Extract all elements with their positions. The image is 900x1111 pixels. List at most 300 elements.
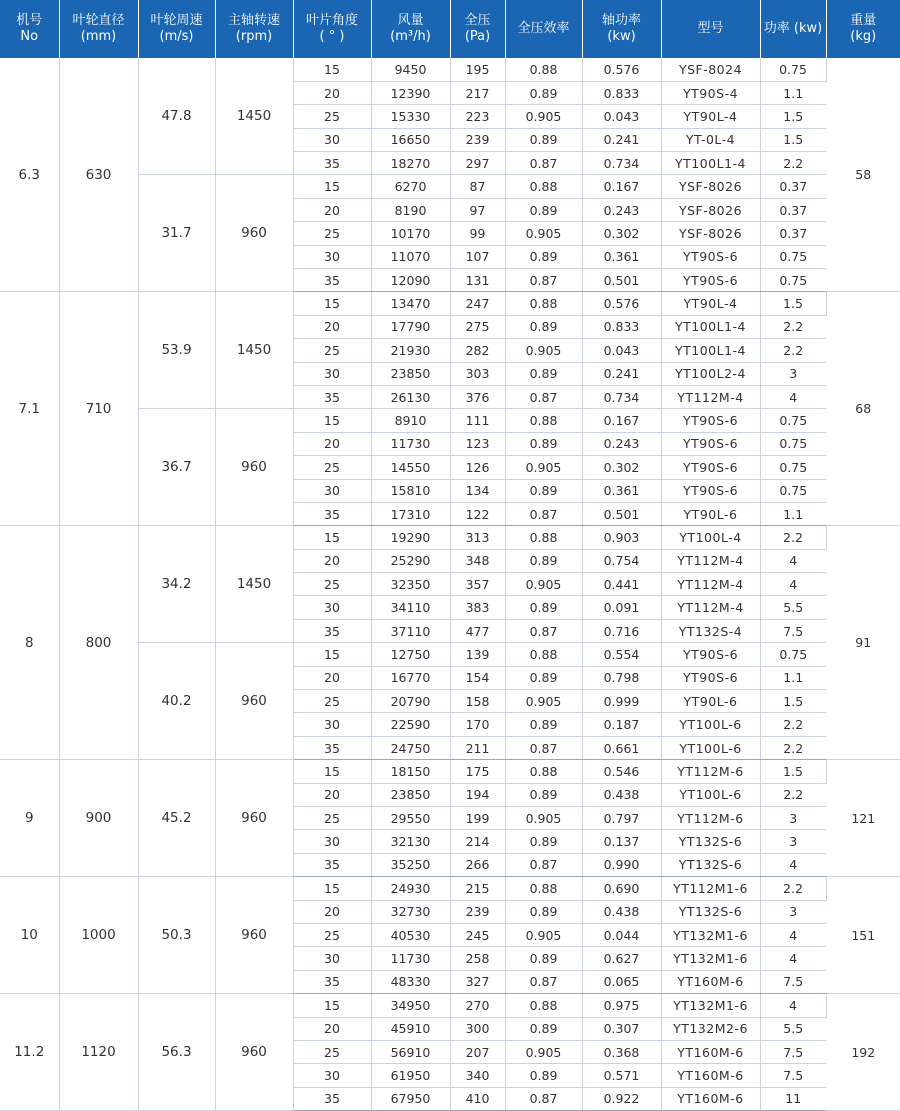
motor-power-cell: 0.75 <box>760 456 826 479</box>
shaft-power-cell: 0.903 <box>582 526 661 549</box>
blade-angle-cell: 35 <box>293 152 371 175</box>
efficiency-cell: 0.905 <box>505 339 582 362</box>
shaft-power-cell: 0.990 <box>582 853 661 876</box>
weight-cell: 151 <box>826 877 900 994</box>
diameter-cell: 710 <box>59 292 138 526</box>
motor-power-cell: 4 <box>760 573 826 596</box>
motor-power-cell: 4 <box>760 853 826 876</box>
shaft-power-cell: 0.187 <box>582 713 661 736</box>
motor-power-cell: 0.75 <box>760 432 826 455</box>
shaft-power-cell: 0.091 <box>582 596 661 619</box>
airflow-cell: 19290 <box>371 526 450 549</box>
efficiency-cell: 0.89 <box>505 830 582 853</box>
tip-speed-cell: 53.9 <box>138 292 215 409</box>
pressure-cell: 131 <box>450 269 505 292</box>
col-header-weight: 重量 (kg) <box>826 0 900 58</box>
airflow-cell: 16650 <box>371 128 450 151</box>
pressure-cell: 158 <box>450 690 505 713</box>
airflow-cell: 34110 <box>371 596 450 619</box>
motor-power-cell: 7.5 <box>760 619 826 642</box>
motor-power-cell: 1.1 <box>760 502 826 525</box>
motor-model-cell: YT90S-6 <box>661 666 760 689</box>
motor-model-cell: YT160M-6 <box>661 1040 760 1063</box>
efficiency-cell: 0.87 <box>505 853 582 876</box>
blade-angle-cell: 30 <box>293 479 371 502</box>
motor-model-cell: YT112M-4 <box>661 596 760 619</box>
efficiency-cell: 0.89 <box>505 479 582 502</box>
airflow-cell: 23850 <box>371 783 450 806</box>
airflow-cell: 8910 <box>371 409 450 432</box>
motor-model-cell: YT100L1-4 <box>661 315 760 338</box>
shaft-power-cell: 0.661 <box>582 736 661 759</box>
airflow-cell: 9450 <box>371 58 450 81</box>
blade-angle-cell: 35 <box>293 619 371 642</box>
blade-angle-cell: 35 <box>293 853 371 876</box>
pressure-cell: 357 <box>450 573 505 596</box>
weight-cell: 192 <box>826 994 900 1111</box>
col-header-rpm: 主轴转速 (rpm) <box>215 0 293 58</box>
pressure-cell: 239 <box>450 128 505 151</box>
pressure-cell: 194 <box>450 783 505 806</box>
col-header-blade-angle: 叶片角度 ( ° ) <box>293 0 371 58</box>
motor-model-cell: YT-0L-4 <box>661 128 760 151</box>
motor-power-cell: 4 <box>760 994 826 1017</box>
pressure-cell: 297 <box>450 152 505 175</box>
diameter-cell: 800 <box>59 526 138 760</box>
motor-model-cell: YSF-8026 <box>661 222 760 245</box>
motor-power-cell: 1.5 <box>760 128 826 151</box>
motor-power-cell: 0.37 <box>760 222 826 245</box>
blade-angle-cell: 20 <box>293 783 371 806</box>
motor-power-cell: 2.2 <box>760 339 826 362</box>
pressure-cell: 87 <box>450 175 505 198</box>
efficiency-cell: 0.89 <box>505 549 582 572</box>
shaft-power-cell: 0.734 <box>582 152 661 175</box>
motor-model-cell: YT100L1-4 <box>661 152 760 175</box>
efficiency-cell: 0.89 <box>505 947 582 970</box>
rpm-cell: 960 <box>215 175 293 292</box>
motor-model-cell: YT160M-6 <box>661 1064 760 1087</box>
col-header-pressure: 全压 (Pa) <box>450 0 505 58</box>
blade-angle-cell: 15 <box>293 292 371 315</box>
motor-power-cell: 0.75 <box>760 409 826 432</box>
pressure-cell: 258 <box>450 947 505 970</box>
motor-power-cell: 7.5 <box>760 1064 826 1087</box>
tip-speed-cell: 31.7 <box>138 175 215 292</box>
efficiency-cell: 0.87 <box>505 502 582 525</box>
shaft-power-cell: 0.833 <box>582 315 661 338</box>
efficiency-cell: 0.89 <box>505 1017 582 1040</box>
blade-angle-cell: 30 <box>293 362 371 385</box>
col-header-efficiency: 全压效率 <box>505 0 582 58</box>
tip-speed-cell: 50.3 <box>138 877 215 994</box>
shaft-power-cell: 0.501 <box>582 269 661 292</box>
motor-power-cell: 1.5 <box>760 690 826 713</box>
motor-power-cell: 3 <box>760 900 826 923</box>
efficiency-cell: 0.88 <box>505 58 582 81</box>
blade-angle-cell: 20 <box>293 81 371 104</box>
motor-power-cell: 1.5 <box>760 760 826 783</box>
airflow-cell: 18150 <box>371 760 450 783</box>
motor-power-cell: 4 <box>760 549 826 572</box>
efficiency-cell: 0.88 <box>505 643 582 666</box>
motor-model-cell: YT100L2-4 <box>661 362 760 385</box>
shaft-power-cell: 0.167 <box>582 409 661 432</box>
airflow-cell: 10170 <box>371 222 450 245</box>
shaft-power-cell: 0.546 <box>582 760 661 783</box>
pressure-cell: 122 <box>450 502 505 525</box>
blade-angle-cell: 25 <box>293 807 371 830</box>
rpm-cell: 960 <box>215 643 293 760</box>
blade-angle-cell: 25 <box>293 456 371 479</box>
blade-angle-cell: 25 <box>293 923 371 946</box>
motor-model-cell: YT90L-6 <box>661 502 760 525</box>
col-header-no: 机号 No <box>0 0 59 58</box>
motor-power-cell: 0.75 <box>760 58 826 81</box>
weight-cell: 58 <box>826 58 900 292</box>
motor-power-cell: 0.75 <box>760 643 826 666</box>
col-header-diameter: 叶轮直径 (mm) <box>59 0 138 58</box>
efficiency-cell: 0.88 <box>505 409 582 432</box>
shaft-power-cell: 0.438 <box>582 900 661 923</box>
efficiency-cell: 0.905 <box>505 807 582 830</box>
airflow-cell: 56910 <box>371 1040 450 1063</box>
pressure-cell: 99 <box>450 222 505 245</box>
motor-power-cell: 1.5 <box>760 292 826 315</box>
airflow-cell: 11730 <box>371 432 450 455</box>
efficiency-cell: 0.89 <box>505 315 582 338</box>
shaft-power-cell: 0.754 <box>582 549 661 572</box>
motor-model-cell: YT100L-6 <box>661 713 760 736</box>
shaft-power-cell: 0.571 <box>582 1064 661 1087</box>
motor-power-cell: 5.5 <box>760 596 826 619</box>
pressure-cell: 477 <box>450 619 505 642</box>
header-row <box>0 0 900 58</box>
table-row <box>0 760 900 783</box>
pressure-cell: 134 <box>450 479 505 502</box>
shaft-power-cell: 0.302 <box>582 222 661 245</box>
blade-angle-cell: 15 <box>293 994 371 1017</box>
airflow-cell: 17790 <box>371 315 450 338</box>
blade-angle-cell: 15 <box>293 409 371 432</box>
motor-model-cell: YT132M1-6 <box>661 947 760 970</box>
pressure-cell: 376 <box>450 385 505 408</box>
blade-angle-cell: 15 <box>293 877 371 900</box>
efficiency-cell: 0.905 <box>505 222 582 245</box>
motor-model-cell: YT132M1-6 <box>661 923 760 946</box>
motor-power-cell: 0.75 <box>760 269 826 292</box>
tip-speed-cell: 40.2 <box>138 643 215 760</box>
weight-cell: 68 <box>826 292 900 526</box>
shaft-power-cell: 0.302 <box>582 456 661 479</box>
pressure-cell: 245 <box>450 923 505 946</box>
airflow-cell: 32130 <box>371 830 450 853</box>
tip-speed-cell: 45.2 <box>138 760 215 877</box>
motor-power-cell: 0.75 <box>760 245 826 268</box>
rpm-cell: 1450 <box>215 292 293 409</box>
airflow-cell: 35250 <box>371 853 450 876</box>
motor-model-cell: YSF-8026 <box>661 198 760 221</box>
table-row <box>0 58 900 81</box>
shaft-power-cell: 0.241 <box>582 128 661 151</box>
col-header-tip-speed: 叶轮周速 (m/s) <box>138 0 215 58</box>
shaft-power-cell: 0.975 <box>582 994 661 1017</box>
model-no-cell: 8 <box>0 526 59 760</box>
blade-angle-cell: 20 <box>293 549 371 572</box>
efficiency-cell: 0.89 <box>505 666 582 689</box>
shaft-power-cell: 0.243 <box>582 432 661 455</box>
blade-angle-cell: 35 <box>293 736 371 759</box>
blade-angle-cell: 35 <box>293 1087 371 1110</box>
shaft-power-cell: 0.922 <box>582 1087 661 1110</box>
shaft-power-cell: 0.627 <box>582 947 661 970</box>
rpm-cell: 960 <box>215 877 293 994</box>
blade-angle-cell: 15 <box>293 175 371 198</box>
airflow-cell: 24930 <box>371 877 450 900</box>
model-no-cell: 6.3 <box>0 58 59 292</box>
airflow-cell: 12390 <box>371 81 450 104</box>
blade-angle-cell: 30 <box>293 713 371 736</box>
blade-angle-cell: 20 <box>293 432 371 455</box>
motor-power-cell: 11 <box>760 1087 826 1110</box>
efficiency-cell: 0.88 <box>505 526 582 549</box>
motor-model-cell: YT132S-6 <box>661 853 760 876</box>
motor-model-cell: YT100L-6 <box>661 736 760 759</box>
tip-speed-cell: 56.3 <box>138 994 215 1111</box>
motor-model-cell: YT100L-6 <box>661 783 760 806</box>
blade-angle-cell: 35 <box>293 269 371 292</box>
shaft-power-cell: 0.243 <box>582 198 661 221</box>
airflow-cell: 15810 <box>371 479 450 502</box>
motor-power-cell: 4 <box>760 385 826 408</box>
blade-angle-cell: 35 <box>293 385 371 408</box>
blade-angle-cell: 20 <box>293 315 371 338</box>
motor-power-cell: 1.1 <box>760 666 826 689</box>
efficiency-cell: 0.87 <box>505 970 582 993</box>
airflow-cell: 61950 <box>371 1064 450 1087</box>
blade-angle-cell: 25 <box>293 105 371 128</box>
airflow-cell: 8190 <box>371 198 450 221</box>
efficiency-cell: 0.89 <box>505 198 582 221</box>
blade-angle-cell: 15 <box>293 526 371 549</box>
pressure-cell: 123 <box>450 432 505 455</box>
efficiency-cell: 0.89 <box>505 713 582 736</box>
motor-power-cell: 7.5 <box>760 1040 826 1063</box>
airflow-cell: 25290 <box>371 549 450 572</box>
airflow-cell: 29550 <box>371 807 450 830</box>
efficiency-cell: 0.89 <box>505 783 582 806</box>
airflow-cell: 12090 <box>371 269 450 292</box>
pressure-cell: 154 <box>450 666 505 689</box>
efficiency-cell: 0.89 <box>505 596 582 619</box>
airflow-cell: 67950 <box>371 1087 450 1110</box>
airflow-cell: 15330 <box>371 105 450 128</box>
airflow-cell: 16770 <box>371 666 450 689</box>
pressure-cell: 348 <box>450 549 505 572</box>
col-header-motor-model: 型号 <box>661 0 760 58</box>
airflow-cell: 40530 <box>371 923 450 946</box>
efficiency-cell: 0.88 <box>505 994 582 1017</box>
pressure-cell: 199 <box>450 807 505 830</box>
shaft-power-cell: 0.438 <box>582 783 661 806</box>
blade-angle-cell: 35 <box>293 970 371 993</box>
shaft-power-cell: 0.554 <box>582 643 661 666</box>
blade-angle-cell: 25 <box>293 690 371 713</box>
airflow-cell: 26130 <box>371 385 450 408</box>
pressure-cell: 207 <box>450 1040 505 1063</box>
model-no-cell: 7.1 <box>0 292 59 526</box>
efficiency-cell: 0.88 <box>505 175 582 198</box>
motor-model-cell: YT90L-4 <box>661 105 760 128</box>
pressure-cell: 383 <box>450 596 505 619</box>
motor-model-cell: YT90S-6 <box>661 479 760 502</box>
shaft-power-cell: 0.307 <box>582 1017 661 1040</box>
airflow-cell: 13470 <box>371 292 450 315</box>
airflow-cell: 22590 <box>371 713 450 736</box>
col-header-shaft-power: 轴功率 (kw) <box>582 0 661 58</box>
shaft-power-cell: 0.137 <box>582 830 661 853</box>
motor-power-cell: 2.2 <box>760 783 826 806</box>
motor-power-cell: 5.5 <box>760 1017 826 1040</box>
tip-speed-cell: 47.8 <box>138 58 215 175</box>
airflow-cell: 11730 <box>371 947 450 970</box>
blade-angle-cell: 25 <box>293 573 371 596</box>
pressure-cell: 410 <box>450 1087 505 1110</box>
pressure-cell: 215 <box>450 877 505 900</box>
table-row <box>0 292 900 315</box>
pressure-cell: 107 <box>450 245 505 268</box>
motor-model-cell: YSF-8026 <box>661 175 760 198</box>
airflow-cell: 45910 <box>371 1017 450 1040</box>
shaft-power-cell: 0.999 <box>582 690 661 713</box>
motor-power-cell: 0.75 <box>760 479 826 502</box>
motor-power-cell: 0.37 <box>760 175 826 198</box>
shaft-power-cell: 0.361 <box>582 245 661 268</box>
shaft-power-cell: 0.167 <box>582 175 661 198</box>
motor-model-cell: YT90S-6 <box>661 456 760 479</box>
efficiency-cell: 0.88 <box>505 760 582 783</box>
pressure-cell: 327 <box>450 970 505 993</box>
blade-angle-cell: 35 <box>293 502 371 525</box>
motor-power-cell: 2.2 <box>760 736 826 759</box>
shaft-power-cell: 0.368 <box>582 1040 661 1063</box>
efficiency-cell: 0.89 <box>505 245 582 268</box>
pressure-cell: 340 <box>450 1064 505 1087</box>
blade-angle-cell: 30 <box>293 245 371 268</box>
shaft-power-cell: 0.576 <box>582 292 661 315</box>
pressure-cell: 97 <box>450 198 505 221</box>
airflow-cell: 23850 <box>371 362 450 385</box>
pressure-cell: 313 <box>450 526 505 549</box>
airflow-cell: 24750 <box>371 736 450 759</box>
blade-angle-cell: 15 <box>293 643 371 666</box>
efficiency-cell: 0.88 <box>505 877 582 900</box>
motor-model-cell: YT90S-6 <box>661 269 760 292</box>
table-body <box>0 58 900 1111</box>
motor-model-cell: YT112M-4 <box>661 385 760 408</box>
airflow-cell: 14550 <box>371 456 450 479</box>
pressure-cell: 111 <box>450 409 505 432</box>
shaft-power-cell: 0.716 <box>582 619 661 642</box>
shaft-power-cell: 0.043 <box>582 339 661 362</box>
motor-model-cell: YT90S-4 <box>661 81 760 104</box>
pressure-cell: 223 <box>450 105 505 128</box>
pressure-cell: 217 <box>450 81 505 104</box>
model-no-cell: 11.2 <box>0 994 59 1111</box>
col-header-airflow: 风量 (m³/h) <box>371 0 450 58</box>
diameter-cell: 1120 <box>59 994 138 1111</box>
shaft-power-cell: 0.798 <box>582 666 661 689</box>
blade-angle-cell: 20 <box>293 198 371 221</box>
motor-power-cell: 4 <box>760 947 826 970</box>
col-header-motor-power: 功率 (kw) <box>760 0 826 58</box>
pressure-cell: 211 <box>450 736 505 759</box>
motor-model-cell: YT112M-6 <box>661 760 760 783</box>
shaft-power-cell: 0.734 <box>582 385 661 408</box>
airflow-cell: 37110 <box>371 619 450 642</box>
motor-model-cell: YT112M1-6 <box>661 877 760 900</box>
rpm-cell: 960 <box>215 760 293 877</box>
motor-model-cell: YT160M-6 <box>661 970 760 993</box>
pressure-cell: 139 <box>450 643 505 666</box>
motor-model-cell: YT132S-4 <box>661 619 760 642</box>
pressure-cell: 275 <box>450 315 505 338</box>
pressure-cell: 303 <box>450 362 505 385</box>
diameter-cell: 1000 <box>59 877 138 994</box>
efficiency-cell: 0.89 <box>505 81 582 104</box>
motor-power-cell: 0.37 <box>760 198 826 221</box>
rpm-cell: 1450 <box>215 526 293 643</box>
efficiency-cell: 0.87 <box>505 269 582 292</box>
airflow-cell: 6270 <box>371 175 450 198</box>
blade-angle-cell: 30 <box>293 596 371 619</box>
motor-power-cell: 2.2 <box>760 315 826 338</box>
motor-model-cell: YT160M-6 <box>661 1087 760 1110</box>
blade-angle-cell: 25 <box>293 222 371 245</box>
motor-model-cell: YT112M-4 <box>661 573 760 596</box>
shaft-power-cell: 0.044 <box>582 923 661 946</box>
efficiency-cell: 0.89 <box>505 432 582 455</box>
motor-power-cell: 1.5 <box>760 105 826 128</box>
motor-model-cell: YT90S-6 <box>661 643 760 666</box>
weight-cell: 121 <box>826 760 900 877</box>
diameter-cell: 630 <box>59 58 138 292</box>
airflow-cell: 12750 <box>371 643 450 666</box>
tip-speed-cell: 36.7 <box>138 409 215 526</box>
motor-power-cell: 4 <box>760 923 826 946</box>
airflow-cell: 48330 <box>371 970 450 993</box>
motor-model-cell: YT132S-6 <box>661 830 760 853</box>
motor-power-cell: 3 <box>760 362 826 385</box>
shaft-power-cell: 0.065 <box>582 970 661 993</box>
blade-angle-cell: 30 <box>293 830 371 853</box>
blade-angle-cell: 20 <box>293 900 371 923</box>
airflow-cell: 18270 <box>371 152 450 175</box>
airflow-cell: 32730 <box>371 900 450 923</box>
shaft-power-cell: 0.241 <box>582 362 661 385</box>
airflow-cell: 20790 <box>371 690 450 713</box>
model-no-cell: 10 <box>0 877 59 994</box>
shaft-power-cell: 0.043 <box>582 105 661 128</box>
efficiency-cell: 0.89 <box>505 900 582 923</box>
motor-power-cell: 2.2 <box>760 877 826 900</box>
motor-power-cell: 2.2 <box>760 152 826 175</box>
efficiency-cell: 0.905 <box>505 105 582 128</box>
motor-model-cell: YT112M-4 <box>661 549 760 572</box>
pressure-cell: 239 <box>450 900 505 923</box>
motor-model-cell: YT90L-4 <box>661 292 760 315</box>
pressure-cell: 266 <box>450 853 505 876</box>
